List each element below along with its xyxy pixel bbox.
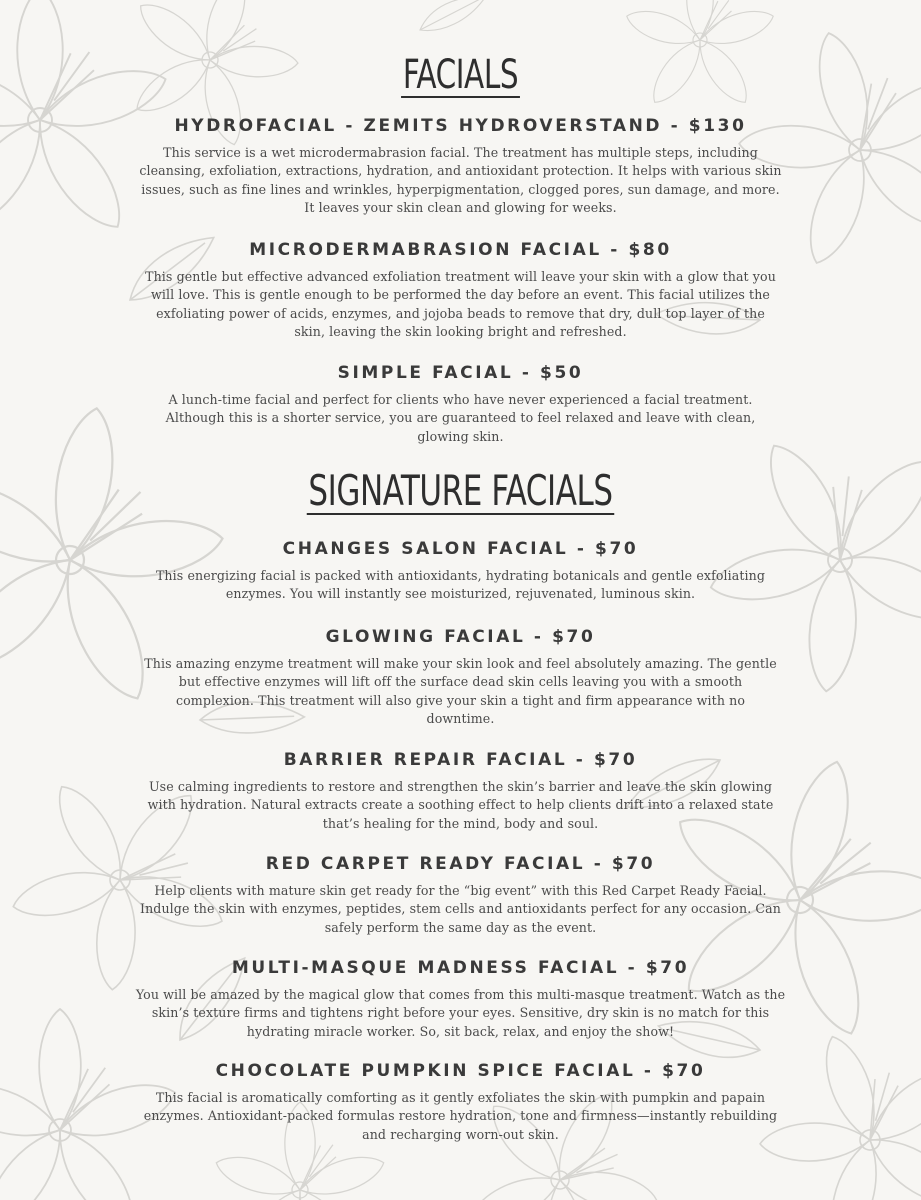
service-description: This amazing enzyme treatment will make your skin look and feel absolutely amazing. The gentle but effective enzymes will lift off the surface dead skin cells leaving you with a smooth complexion. This treatment will also give your skin a tight and firm appearance with no downtime. — [144, 656, 777, 727]
service-name: SIMPLE FACIAL - $50 — [337, 363, 584, 383]
service-barrier-repair-facial — [0, 748, 921, 833]
service-name: BARRIER REPAIR FACIAL - $70 — [283, 750, 638, 770]
service-name: HYDROFACIAL - ZEMITS HYDROVERSTAND - $130 — [174, 116, 747, 136]
service-name: MICRODERMABRASION FACIAL - $80 — [249, 240, 672, 260]
section-title-signature-facials: SIGNATURE FACIALS — [308, 466, 613, 515]
service-description: This service is a wet microdermabrasion facial. The treatment has multiple steps, including cleansing, exfoliation, extractions, hydration, and antioxidant protection. It helps with various skin issues, such as fine lines and wrinkles, hyperpigmentation, clogged pores, sun damage, and more. It leaves your skin clean and glowing for weeks. — [139, 145, 782, 216]
service-description: Help clients with mature skin get ready for the “big event” with this Red Carpet Ready Facial. Indulge the skin with enzymes, peptides, stem cells and antioxidants perfect for any occasion. Can safely perform the same day as the event. — [140, 883, 781, 935]
service-chocolate-pumpkin-spice-facial — [0, 1059, 921, 1144]
section-title-facials: FACIALS — [402, 52, 519, 98]
service-description: A lunch-time facial and perfect for clients who have never experienced a facial treatment. Although this is a shorter service, you are guaranteed to feel relaxed and leave with clean, glowing skin. — [165, 392, 756, 444]
service-name: RED CARPET READY FACIAL - $70 — [265, 854, 656, 874]
service-glowing-facial — [0, 625, 921, 729]
service-multi-masque-madness-facial — [0, 956, 921, 1041]
service-red-carpet-ready-facial — [0, 852, 921, 937]
service-name: CHOCOLATE PUMPKIN SPICE FACIAL - $70 — [215, 1061, 706, 1081]
service-description: This facial is aromatically comforting as it gently exfoliates the skin with pumpkin and papain enzymes. Antioxidant-packed formulas restore hydration, tone and firmness—instantly rebuilding and recharging worn-out skin. — [143, 1090, 778, 1142]
service-name: GLOWING FACIAL - $70 — [325, 627, 596, 647]
service-description: This gentle but effective advanced exfoliation treatment will leave your skin with a glow that you will love. This is gentle enough to be performed the day before an event. This facial utilizes the exfoliating power of acids, enzymes, and jojoba beads to remove that dry, dull top layer of the skin, leaving the skin looking bright and refreshed. — [145, 269, 776, 340]
service-name: MULTI-MASQUE MADNESS FACIAL - $70 — [231, 958, 690, 978]
service-description: Use calming ingredients to restore and strengthen the skin’s barrier and leave the skin glowing with hydration. Natural extracts create a soothing effect to help clients drift into a relaxed state that’s healing for the mind, body and soul. — [147, 779, 774, 831]
service-changes-salon-facial — [0, 537, 921, 604]
service-simple-facial — [0, 361, 921, 446]
service-microdermabrasion — [0, 238, 921, 342]
service-description: This energizing facial is packed with antioxidants, hydrating botanicals and gentle exfoliating enzymes. You will instantly see moisturized, rejuvenated, luminous skin. — [155, 568, 766, 602]
service-hydrofacial — [0, 114, 921, 218]
service-name: CHANGES SALON FACIAL - $70 — [282, 539, 639, 559]
service-description: You will be amazed by the magical glow that comes from this multi-masque treatment. Watch as the skin’s texture firms and tightens right before your eyes. Sensitive, dry skin is no match for this hydrating miracle worker. So, sit back, relax, and enjoy the show! — [135, 987, 786, 1039]
